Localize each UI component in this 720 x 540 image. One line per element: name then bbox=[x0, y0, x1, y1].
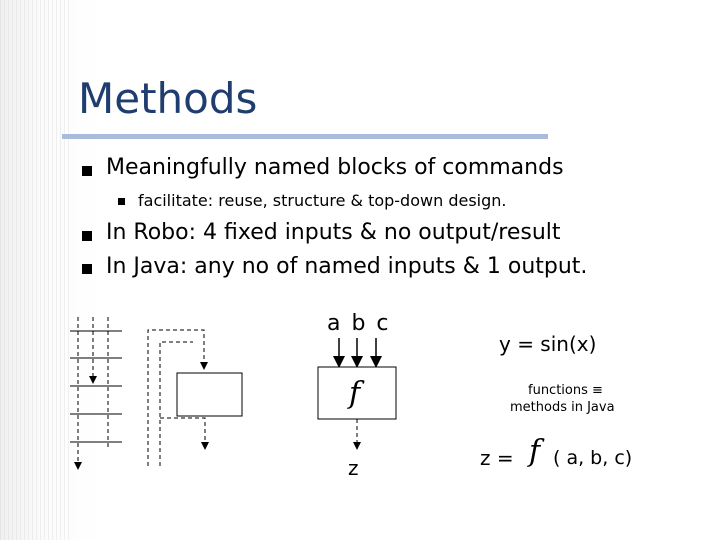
bullet-text-1: Meaningfully named blocks of commands bbox=[106, 155, 564, 180]
call-function-name: f bbox=[529, 434, 541, 469]
bullet-text-3: In Java: any no of named inputs & 1 output. bbox=[106, 254, 588, 279]
robo-box bbox=[177, 373, 242, 416]
function-label: f bbox=[349, 376, 361, 411]
robo-dashed-arrows bbox=[78, 317, 108, 466]
output-label: z bbox=[348, 456, 359, 480]
call-arguments: ( a, b, c) bbox=[553, 447, 633, 469]
inputs-label: a b c bbox=[327, 311, 391, 336]
note-line-2: methods in Java bbox=[510, 400, 615, 415]
note-line-1: functions ≡ bbox=[528, 383, 603, 398]
slide-title: Methods bbox=[78, 74, 258, 123]
sub-bullet-text-1: facilitate: reuse, structure & top-down design. bbox=[138, 191, 507, 210]
example-equation: y = sin(x) bbox=[499, 332, 597, 356]
bullet-text-2: In Robo: 4 fixed inputs & no output/result bbox=[106, 220, 561, 245]
call-lhs: z = bbox=[480, 446, 514, 470]
input-arrows bbox=[339, 338, 376, 362]
